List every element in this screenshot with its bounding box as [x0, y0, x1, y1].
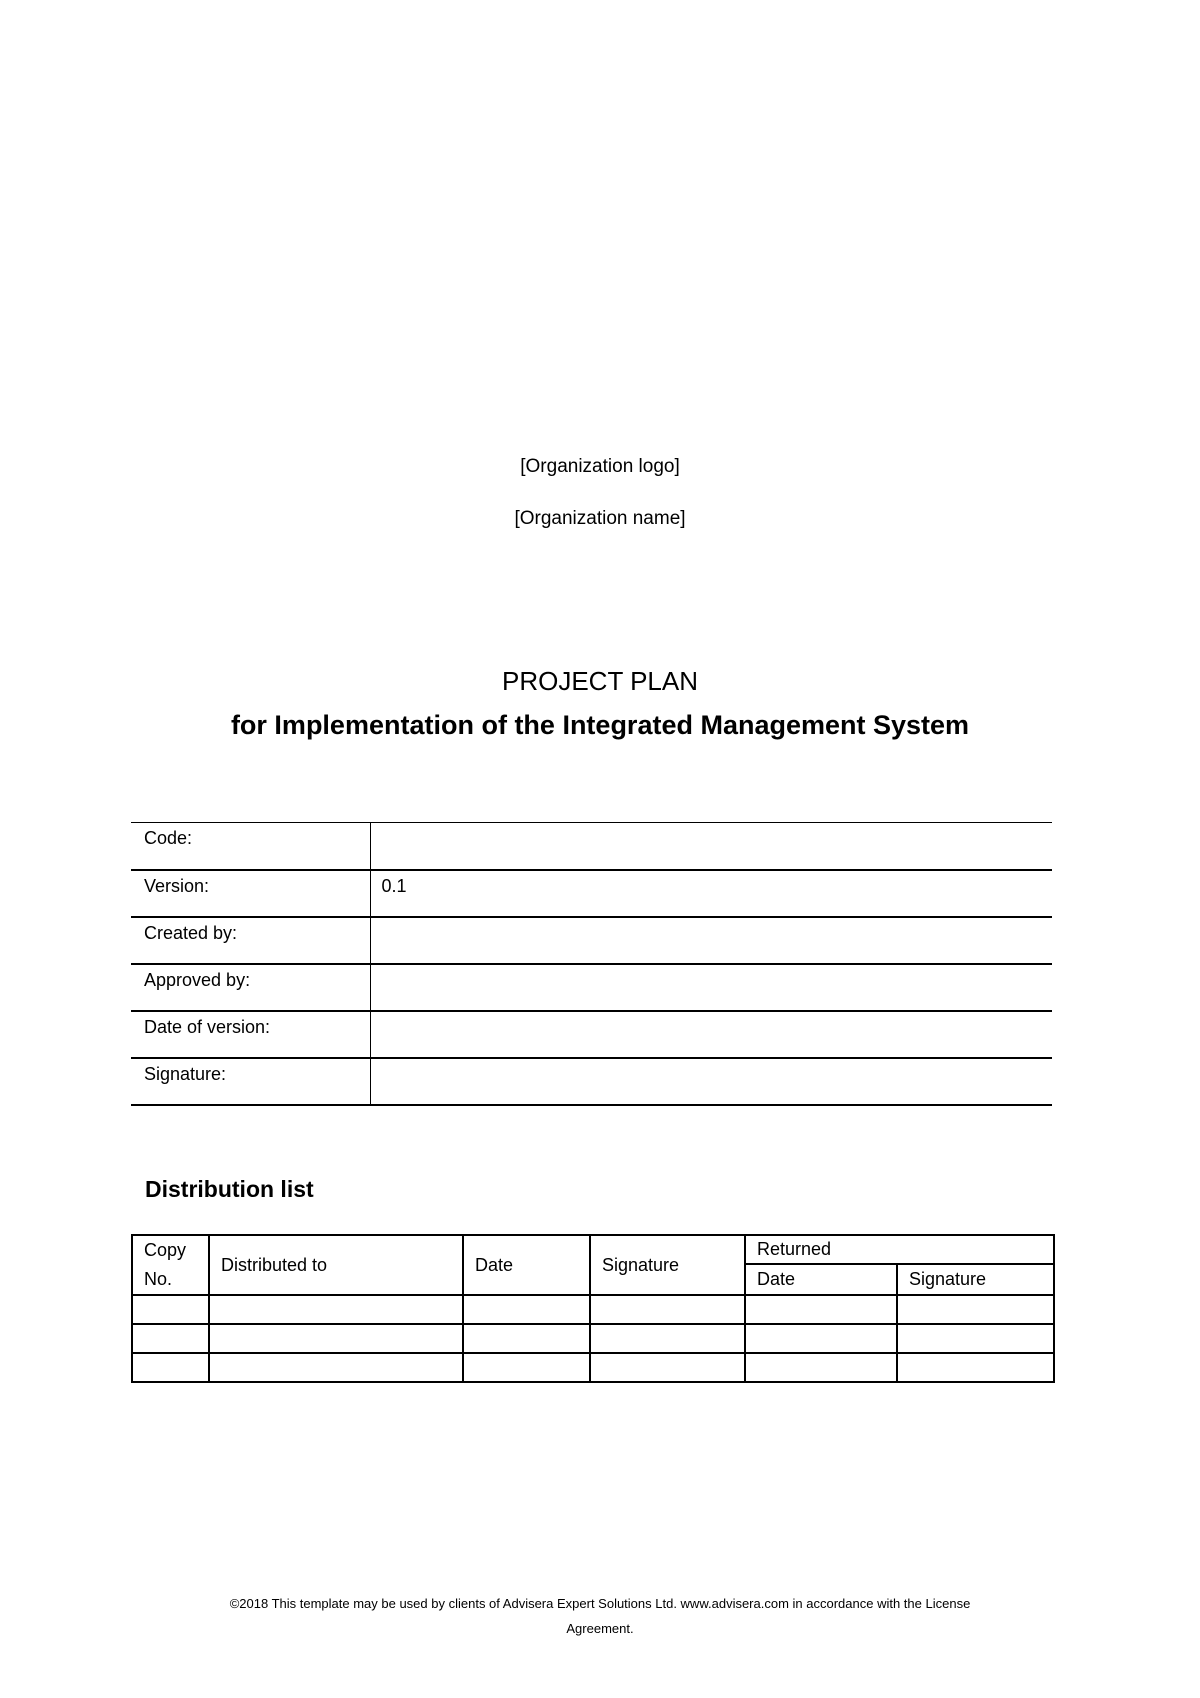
- info-label: Approved by:: [131, 964, 370, 1011]
- table-cell: [590, 1295, 745, 1324]
- table-cell: [209, 1324, 463, 1353]
- org-logo-placeholder: [Organization logo]: [520, 456, 680, 477]
- header-distributed-to: Distributed to: [209, 1235, 463, 1295]
- info-label: Date of version:: [131, 1011, 370, 1058]
- info-row-signature: [131, 1058, 1052, 1105]
- table-cell: [897, 1353, 1054, 1382]
- table-cell: [132, 1324, 209, 1353]
- info-row-code: [131, 823, 1052, 870]
- info-value: [370, 917, 1052, 964]
- document-info-table: [131, 822, 1052, 1106]
- info-value: [370, 823, 1052, 870]
- table-cell: [132, 1353, 209, 1382]
- info-value: [370, 964, 1052, 1011]
- header-copy-no-line1: Copy: [144, 1240, 187, 1260]
- table-cell: [745, 1295, 897, 1324]
- table-cell: [132, 1295, 209, 1324]
- info-row-approved-by: [131, 964, 1052, 1011]
- info-label: Created by:: [131, 917, 370, 964]
- document-title: PROJECT PLAN: [501, 666, 698, 696]
- table-cell: [745, 1324, 897, 1353]
- table-cell: [463, 1324, 590, 1353]
- table-cell: [209, 1295, 463, 1324]
- info-label: Version:: [131, 870, 370, 917]
- header-returned-date: Date: [745, 1264, 897, 1295]
- info-label: Code:: [131, 823, 370, 870]
- table-cell: [463, 1295, 590, 1324]
- info-value: [370, 1058, 1052, 1105]
- license-footer: [0, 1591, 1200, 1641]
- distribution-header-row: [132, 1235, 1054, 1264]
- info-label: Signature:: [131, 1058, 370, 1105]
- table-row: [132, 1295, 1054, 1324]
- footer-line-2: Agreement.: [566, 1621, 634, 1636]
- info-value: 0.1: [370, 870, 1052, 917]
- header-copy-no: [132, 1235, 209, 1295]
- table-row: [132, 1324, 1054, 1353]
- table-cell: [209, 1353, 463, 1382]
- table-cell: [897, 1295, 1054, 1324]
- header-returned: Returned: [745, 1235, 1054, 1264]
- info-row-version: [131, 870, 1052, 917]
- table-cell: [590, 1324, 745, 1353]
- info-row-created-by: [131, 917, 1052, 964]
- header-date: Date: [463, 1235, 590, 1295]
- info-row-date-of-version: [131, 1011, 1052, 1058]
- info-value: [370, 1011, 1052, 1058]
- table-cell: [463, 1353, 590, 1382]
- table-cell: [745, 1353, 897, 1382]
- distribution-list-heading: Distribution list: [145, 1176, 314, 1202]
- distribution-table: [131, 1234, 1055, 1383]
- org-name-placeholder: [Organization name]: [514, 508, 686, 529]
- document-subtitle: for Implementation of the Integrated Management System: [230, 710, 970, 740]
- header-signature: Signature: [590, 1235, 745, 1295]
- table-cell: [897, 1324, 1054, 1353]
- footer-line-1: ©2018 This template may be used by clients of Advisera Expert Solutions Ltd. www.advisera.com in accordance with the License: [229, 1596, 971, 1611]
- header-returned-signature: Signature: [897, 1264, 1054, 1295]
- table-cell: [590, 1353, 745, 1382]
- table-row: [132, 1353, 1054, 1382]
- header-copy-no-line2: No.: [144, 1269, 173, 1289]
